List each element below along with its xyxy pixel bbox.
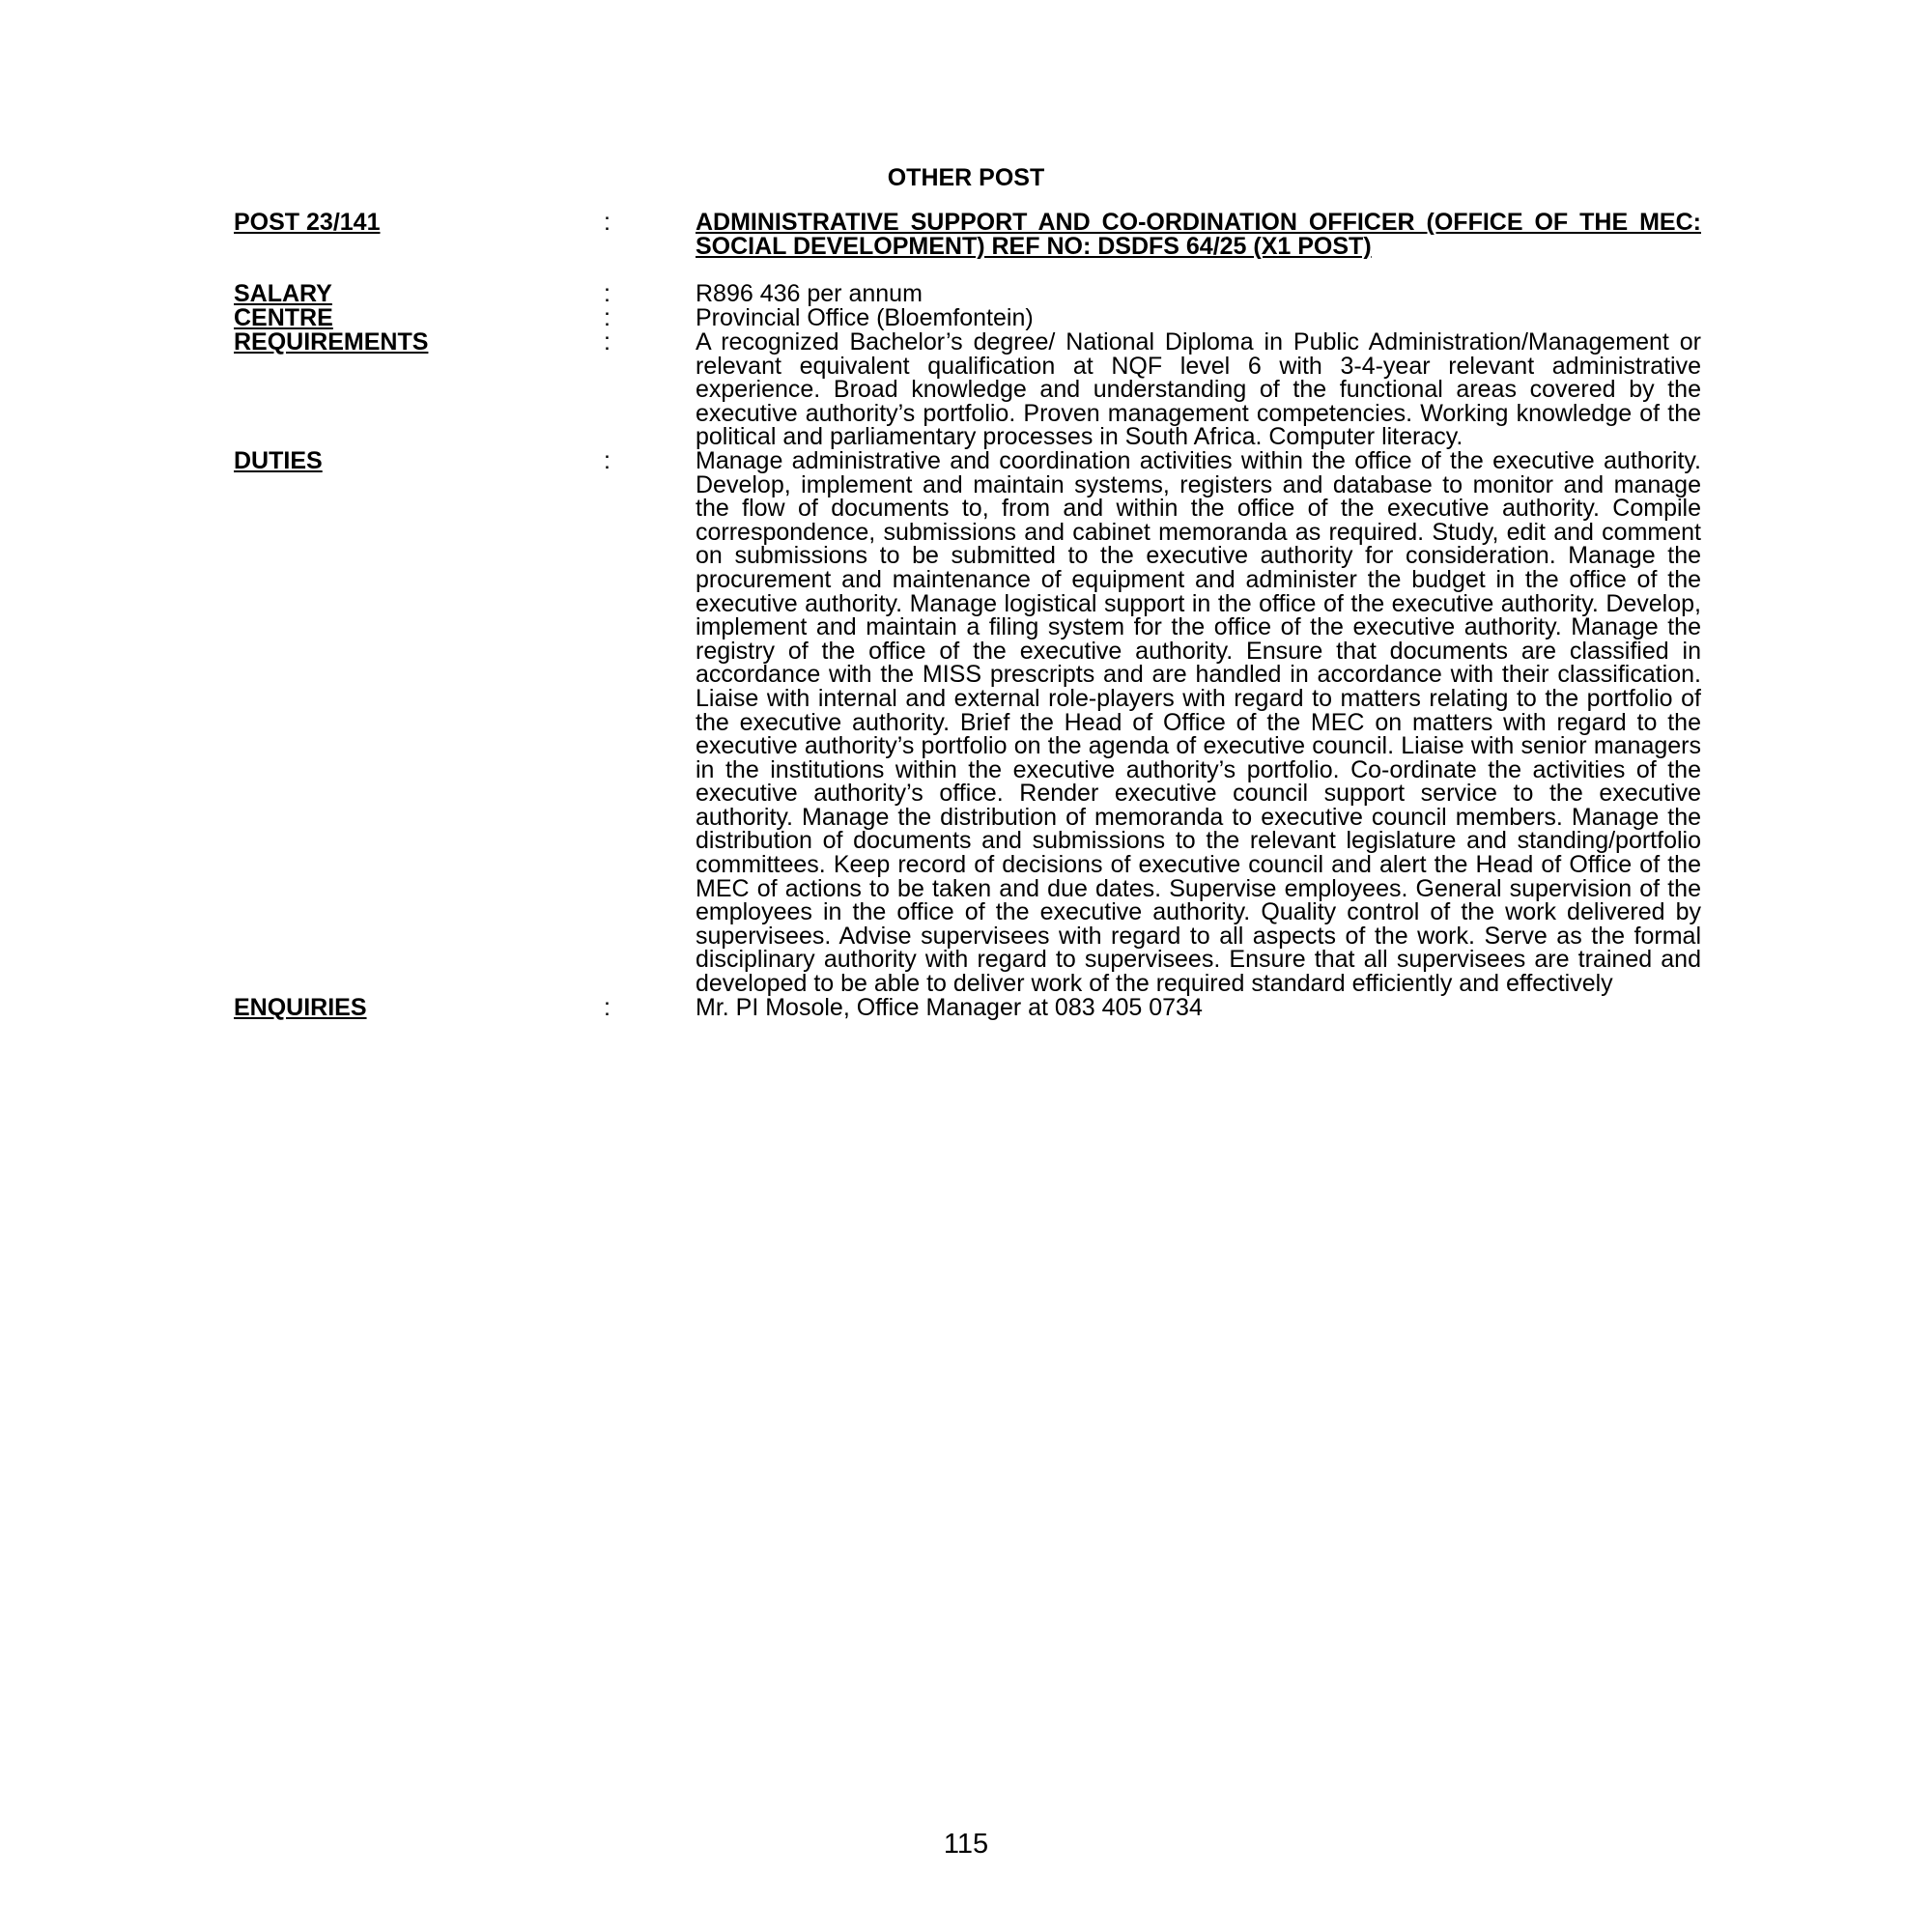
duties-value: Manage administrative and coordination activities within the office of the executive authority. Develop, implement and maintain systems, registers and database to monitor and manage the flow of documents to, from and within the office of the executive authority. Compile correspondence, submissions and cabinet memoranda as required. Study, edit and comment on submissions to be submitted to the executive authority for consideration. Manage the procurement and maintenance of equipment and administer the budget in the office of the executive authority. Manage logistical support in the office of the executive authority. Develop, implement and maintain a filing system for the office of the executive authority. Manage the registry of the office of the executive authority. Ensure that documents are classified in accordance with the MISS prescripts and are handled in accordance with their classification. Liaise with internal and external role-players with regard to matters relating to the portfolio of the executive authority. Brief the Head of Office of the MEC on matters with regard to the executive authority’s portfolio on the agenda of executive council. Liaise with senior managers in the institutions within the executive authority’s portfolio. Co-ordinate the activities of the executive authority’s office. Render executive council support service to the executive authority. Manage the distribution of memoranda to executive council members. Manage the distribution of documents and submissions to the relevant legislature and standing/portfolio committees. Keep record of decisions of executive council and alert the Head of Office of the MEC of actions to be taken and due dates. Supervise employees. General supervision of the employees in the office of the executive authority. Quality control of the work delivered by supervisees. Advise supervisees with regard to all aspects of the work. Serve as the formal disciplinary authority with regard to supervisees. Ensure that all supervisees are trained and developed to be able to deliver work of the required standard efficiently and effectively: [696, 446, 1701, 998]
enquiries-label: ENQUIRIES: [234, 993, 367, 1021]
salary-label: SALARY: [234, 280, 332, 307]
spacer: [234, 258, 1702, 282]
salary-value: R896 436 per annum: [696, 280, 923, 307]
centre-separator: :: [604, 304, 611, 331]
centre-row: [234, 306, 1702, 330]
centre-value: Provincial Office (Bloemfontein): [696, 304, 1034, 331]
enquiries-row: [234, 993, 1702, 1021]
post-title: ADMINISTRATIVE SUPPORT AND CO-ORDINATION OFFICER (OFFICE OF THE MEC: SOCIAL DEVELOPMENT) REF NO: DSDFS 64/25 (X1 POST): [696, 209, 1701, 260]
page-heading: OTHER POST: [887, 164, 1045, 191]
duties-label: DUTIES: [234, 446, 323, 474]
requirements-value: A recognized Bachelor’s degree/ National Diploma in Public Administration/Management or relevant equivalent qualification at NQF level 6 with 3-4-year relevant administrative experience. Broad knowledge and understanding of the functional areas covered by the executive authority’s portfolio. Proven management competencies. Working knowledge of the political and parliamentary processes in South Africa. Computer literacy.: [696, 328, 1701, 451]
post-separator: :: [604, 209, 611, 236]
salary-separator: :: [604, 280, 611, 307]
page-number: 115: [943, 1829, 989, 1860]
requirements-row: [234, 330, 1702, 449]
post-number-label: POST 23/141: [234, 209, 381, 236]
post-details-table: [234, 211, 1702, 1020]
requirements-separator: :: [604, 328, 611, 355]
enquiries-value: Mr. PI Mosole, Office Manager at 083 405 0734: [696, 993, 1203, 1021]
duties-row: [234, 446, 1702, 998]
salary-row: [234, 282, 1702, 306]
centre-label: CENTRE: [234, 304, 333, 331]
post-title-row: [234, 211, 1702, 258]
enquiries-separator: :: [604, 993, 611, 1021]
duties-separator: :: [604, 446, 611, 474]
requirements-label: REQUIREMENTS: [234, 328, 429, 355]
